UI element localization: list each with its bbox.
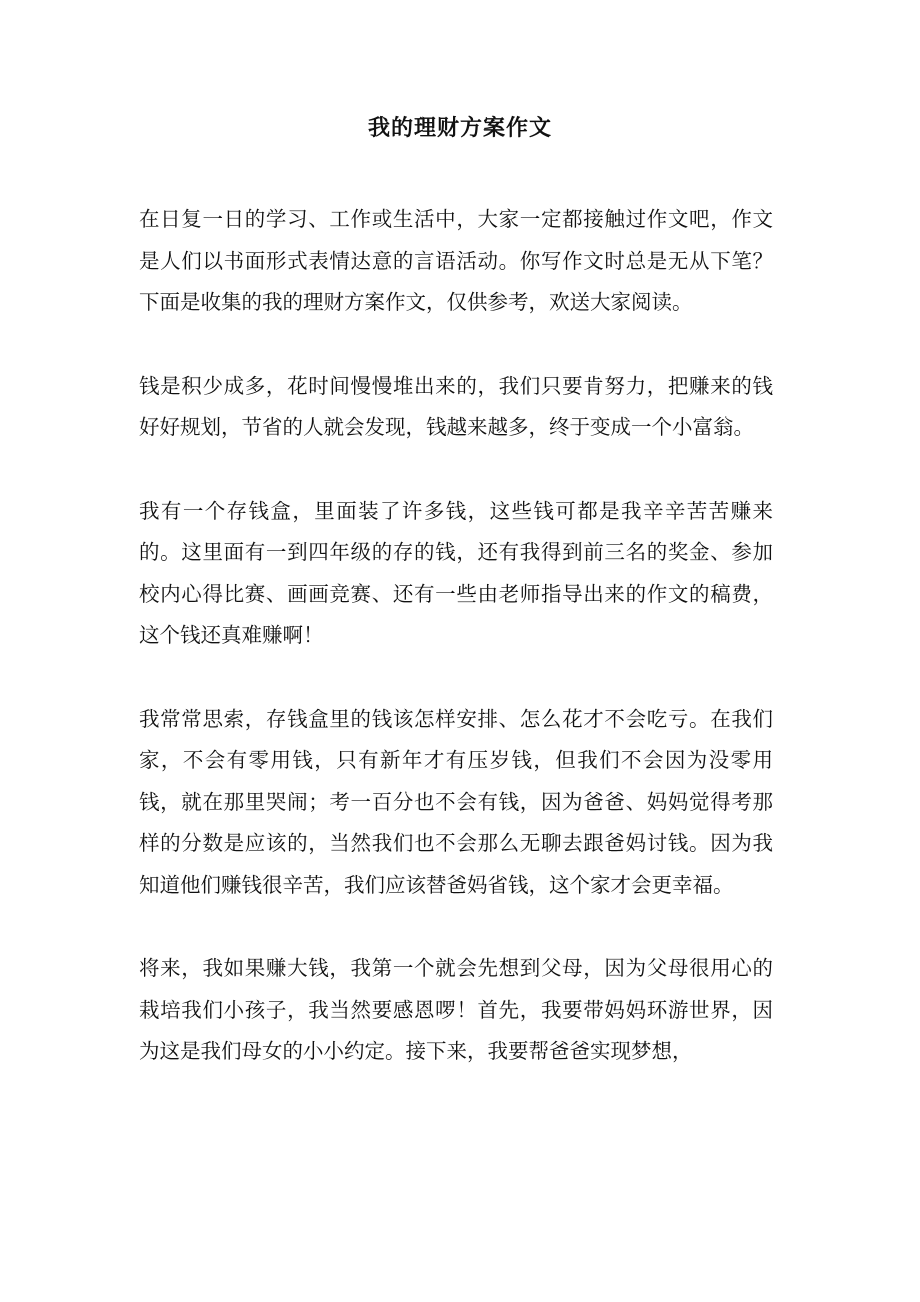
paragraph-3: 我有一个存钱盒，里面装了许多钱，这些钱可都是我辛辛苦苦赚来的。这里面有一到四年级的存的钱，还有我得到前三名的奖金、参加校内心得比赛、画画竞赛、还有一些由老师指导出来的作文的稿费，这个钱还真难赚啊！ [139, 498, 773, 647]
paragraph-4: 我常常思索，存钱盒里的钱该怎样安排、怎么花才不会吃亏。在我们家，不会有零用钱，只有新年才有压岁钱，但我们不会因为没零用钱，就在那里哭闹；考一百分也不会有钱，因为爸爸、妈妈觉得考那样的分数是应该的，当然我们也不会那么无聊去跟爸妈讨钱。因为我知道他们赚钱很辛苦，我们应该替爸妈省钱，这个家才会更幸福。 [139, 706, 773, 897]
document-body [139, 199, 773, 1115]
document-title: 我的理财方案作文 [367, 115, 552, 141]
paragraph-1: 在日复一日的学习、工作或生活中，大家一定都接触过作文吧，作文是人们以书面形式表情达意的言语活动。你写作文时总是无从下笔？下面是收集的我的理财方案作文，仅供参考，欢送大家阅读。 [139, 207, 773, 314]
paragraph-5: 将来，我如果赚大钱，我第一个就会先想到父母，因为父母很用心的栽培我们小孩子，我当然要感恩啰！首先，我要带妈妈环游世界，因为这是我们母女的小小约定。接下来，我要帮爸爸实现梦想， [139, 956, 773, 1063]
paragraph-2: 钱是积少成多，花时间慢慢堆出来的，我们只要肯努力，把赚来的钱好好规划，节省的人就会发现，钱越来越多，终于变成一个小富翁。 [139, 373, 773, 439]
